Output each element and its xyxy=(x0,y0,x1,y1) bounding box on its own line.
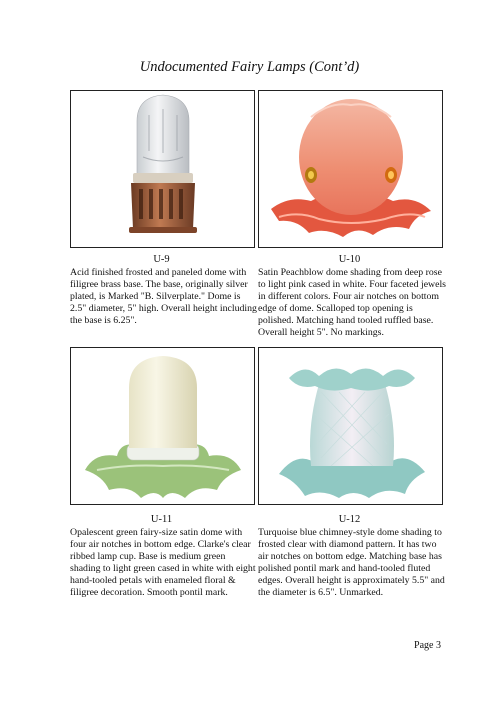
item-code-u11: U-11 xyxy=(150,514,173,525)
item-description-u9: Acid finished frosted and paneled dome with filigree brass base. The base, originally silver plated, is Marked "B. Silverplate." Dome is 2.5" diameter, 5" high. Overall height including the base is 6.25". xyxy=(70,267,257,326)
opalescent-green-lamp-image xyxy=(71,348,254,504)
page-number: Page 3 xyxy=(414,640,441,651)
lamp-photo-u11 xyxy=(70,347,255,505)
item-description-u10: Satin Peachblow dome shading from deep rose to light pink cased in white. Four faceted jewels in different colors. Four air notches on bottom edge of dome. Scalloped top opening is polished. Matching hand tooled ruffled base. Overall height 5". No markings. xyxy=(258,267,446,338)
item-description-u11: Opalescent green fairy-size satin dome with four air notches in bottom edge. Clarke's clear ribbed lamp cup. Base is medium green shading to light green cased in white with eight hand-tooled petals with enameled floral & filigree decoration. Smooth pontil mark. xyxy=(70,527,256,598)
lamp-photo-u10 xyxy=(258,90,443,248)
peachblow-lamp-image xyxy=(259,91,442,247)
lamp-photo-u12 xyxy=(258,347,443,505)
item-code-u10: U-10 xyxy=(338,254,361,265)
item-description-u12: Turquoise blue chimney-style dome shading to frosted clear with diamond pattern. It has two air notches on bottom edge. Matching base has polished pontil mark and hand-tooled fluted edges. Overall height is approximately 5.5" and the diameter is 6.5". Unmarked. xyxy=(258,527,445,598)
item-code-u9: U-9 xyxy=(153,254,170,265)
item-code-u12: U-12 xyxy=(338,514,361,525)
lamp-photo-u9 xyxy=(70,90,255,248)
page-title: Undocumented Fairy Lamps (Cont’d) xyxy=(139,59,360,75)
frosted-dome-lamp-image xyxy=(71,91,254,247)
turquoise-chimney-lamp-image xyxy=(259,348,442,504)
